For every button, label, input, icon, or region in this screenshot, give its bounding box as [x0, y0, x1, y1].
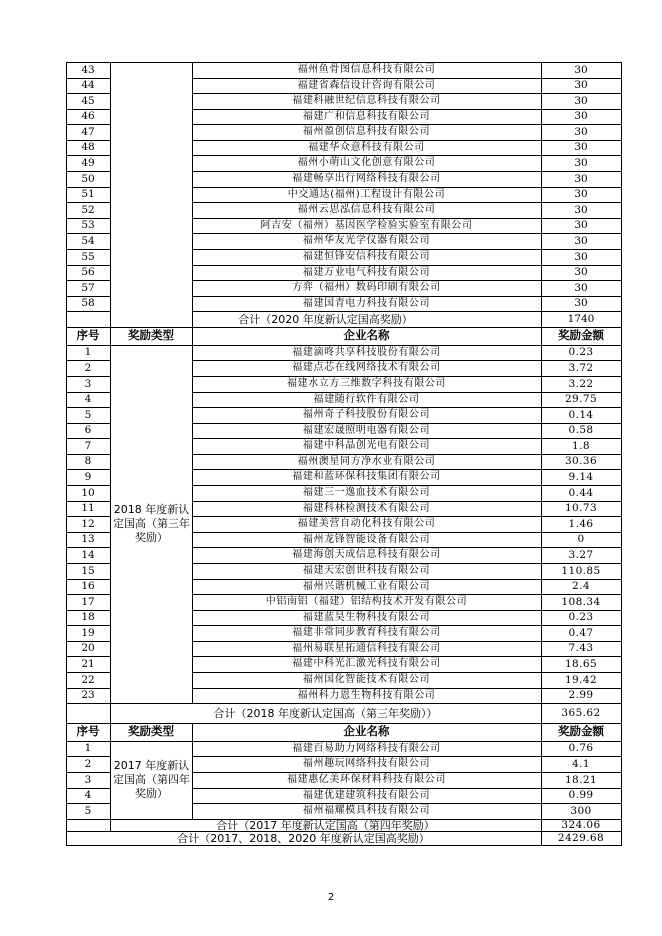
award-amount: 0.76: [568, 742, 594, 755]
company-name: 福州鱼骨图信息科技有限公司: [297, 64, 436, 75]
column-divider: [621, 62, 622, 328]
header-reward-type: 奖励类型: [128, 724, 174, 739]
award-amount: 1.8: [572, 439, 590, 452]
row-number: 55: [81, 250, 95, 263]
row-number: 52: [81, 203, 95, 216]
company-name: 福州科力恩生物科技有限公司: [297, 689, 436, 701]
award-amount: 30.36: [564, 455, 598, 468]
row-divider: [66, 819, 111, 820]
company-name: 福建三一逸血技术有限公司: [302, 487, 431, 498]
company-name: 福州福耀模具科技有限公司: [302, 805, 431, 816]
company-name: 福建惠亿美环保材料科技有限公司: [287, 774, 446, 785]
row-number: 14: [81, 548, 95, 561]
award-amount: 19.42: [564, 673, 598, 686]
row-divider: [66, 703, 111, 704]
award-amount: 4.1: [572, 757, 590, 770]
header-no: 序号: [76, 724, 100, 739]
company-name: 福建畅享出行网络科技有限公司: [292, 173, 441, 184]
column-divider: [541, 327, 542, 724]
row-number: 45: [81, 94, 95, 107]
award-amount: 30: [574, 297, 588, 310]
row-number: 56: [81, 266, 95, 279]
award-amount: 3.27: [568, 548, 594, 561]
company-name: 福建科融世纪信息科技有限公司: [292, 95, 441, 106]
company-name: 福建优建建筑科技有限公司: [302, 789, 431, 801]
company-name: 中铝南铝（福建）铝结构技术开发有限公司: [265, 596, 468, 607]
row-number: 7: [84, 439, 92, 452]
award-amount: 30: [574, 156, 588, 169]
award-amount: 30: [574, 281, 588, 294]
company-name: 福建万业电气科技有限公司: [302, 266, 431, 278]
row-number: 16: [81, 580, 95, 593]
award-amount: 30: [574, 219, 588, 232]
award-amount: 30: [574, 266, 588, 279]
company-name: 福州云思泓信息科技有限公司: [297, 204, 436, 215]
award-amount: 18.65: [564, 657, 598, 670]
company-name: 福建和蓝环保科技集团有限公司: [292, 471, 441, 482]
column-divider: [192, 327, 193, 704]
company-name: 中交通达(福州)工程设计有限公司: [287, 188, 446, 200]
reward-type-cell: 2017 年度新认定国高（第四年奖励）: [113, 759, 190, 800]
company-name: 福建海创天成信息科技有限公司: [292, 549, 441, 560]
award-amount: 7.43: [568, 642, 594, 655]
company-name: 福州小萌山文化创意有限公司: [297, 157, 436, 168]
grand-total-label: 合计（2017、2018、2020 年度新认定国高奖励）: [177, 831, 430, 845]
company-name: 福建广和信息科技有限公司: [302, 110, 431, 122]
row-number: 4: [84, 789, 92, 802]
award-amount: 10.73: [564, 502, 598, 515]
row-number: 13: [81, 533, 95, 546]
row-number: 47: [81, 125, 95, 138]
company-name: 福州趣玩网络科技有限公司: [302, 758, 431, 769]
row-number: 51: [81, 188, 95, 201]
award-amount: 0: [577, 533, 585, 546]
column-divider: [192, 62, 193, 328]
company-name: 福州易联星拓通信科技有限公司: [292, 642, 441, 654]
award-amount: 0.44: [568, 486, 594, 499]
column-divider: [192, 723, 193, 820]
reward-type-cell: 2018 年度新认定国高（第三年奖励）: [113, 503, 190, 544]
company-name: 福建中科光汇激光科技有限公司: [292, 658, 441, 669]
award-amount: 2.99: [568, 689, 594, 702]
award-amount: 30: [574, 234, 588, 247]
page-number: 2: [327, 892, 335, 903]
award-amount: 0.23: [568, 611, 594, 624]
subtotal-2017-label: 合计（2017 年度新认定国高（第四年奖励）: [216, 819, 435, 831]
company-name: 福州龙锋智能设备有限公司: [302, 533, 431, 545]
column-divider: [621, 723, 622, 832]
company-name: 福州盈创信息科技有限公司: [302, 126, 431, 137]
column-divider: [66, 62, 67, 328]
column-divider: [110, 327, 111, 724]
company-name: 福州国化智能技术有限公司: [302, 674, 431, 685]
row-number: 53: [81, 219, 95, 232]
header-amount: 奖励金额: [558, 724, 604, 739]
company-name: 福建国青电力科技有限公司: [302, 297, 431, 309]
column-divider: [541, 723, 542, 832]
award-amount: 0.14: [568, 408, 594, 421]
column-divider: [66, 327, 67, 724]
row-number: 6: [84, 424, 92, 437]
company-name: 福建宏晟照明电器有限公司: [302, 424, 431, 436]
subtotal-2018-label: 合计（2018 年度新认定国高（第三年奖励））: [213, 706, 438, 720]
award-amount: 30: [574, 94, 588, 107]
row-number: 4: [84, 393, 92, 406]
row-number: 22: [81, 673, 95, 686]
company-name: 福建点芯在线网络技术有限公司: [292, 362, 441, 373]
row-number: 54: [81, 234, 95, 247]
award-amount: 18.21: [564, 773, 598, 786]
row-divider: [66, 311, 111, 312]
company-name: 福建中科晶创光电有限公司: [302, 440, 431, 451]
award-amount: 1.46: [568, 517, 594, 530]
subtotal-2018-amount: 365.62: [561, 706, 601, 719]
row-number: 49: [81, 156, 95, 169]
company-name: 福州华友光学仪器有限公司: [302, 235, 431, 246]
row-number: 5: [84, 408, 92, 421]
row-number: 50: [81, 172, 95, 185]
column-divider: [541, 62, 542, 328]
grand-total-amount: 2429.68: [557, 831, 605, 844]
award-amount: 2.4: [572, 580, 590, 593]
award-amount: 30: [574, 141, 588, 154]
award-amount: 29.75: [564, 393, 598, 406]
company-name: 福州兴谐机械工业有限公司: [302, 580, 431, 592]
column-divider: [621, 327, 622, 724]
row-number: 1: [84, 346, 92, 359]
row-number: 44: [81, 79, 95, 92]
company-name: 阿吉安（福州）基因医学检验实验室有限公司: [260, 219, 473, 231]
row-number: 43: [81, 63, 95, 76]
column-divider: [541, 831, 542, 846]
row-number: 8: [84, 455, 92, 468]
company-name: 福建科林检测技术有限公司: [302, 502, 431, 514]
header-reward-type: 奖励类型: [128, 328, 174, 343]
award-amount: 3.22: [568, 377, 594, 390]
row-number: 18: [81, 611, 95, 624]
award-amount: 108.34: [561, 595, 601, 608]
table-bottom-line: [66, 845, 622, 846]
column-divider: [110, 723, 111, 832]
row-number: 2: [84, 757, 92, 770]
row-number: 10: [81, 486, 95, 499]
column-divider: [621, 831, 622, 846]
award-amount: 0.23: [568, 346, 594, 359]
row-number: 23: [81, 689, 95, 702]
header-amount: 奖励金额: [558, 328, 604, 343]
row-number: 9: [84, 470, 92, 483]
award-amount: 30: [574, 172, 588, 185]
row-number: 15: [81, 564, 95, 577]
row-number: 19: [81, 626, 95, 639]
company-name: 福建美营自动化科技有限公司: [297, 518, 436, 529]
subtotal-2020-amount: 1740: [567, 312, 595, 325]
row-number: 21: [81, 657, 95, 670]
award-amount: 0.58: [568, 424, 594, 437]
row-number: 20: [81, 642, 95, 655]
column-divider: [110, 62, 111, 328]
row-number: 58: [81, 297, 95, 310]
award-amount: 30: [574, 188, 588, 201]
company-name: 福州奇子科技股份有限公司: [302, 409, 431, 420]
row-number: 11: [81, 502, 95, 515]
award-amount: 300: [570, 804, 592, 817]
company-name: 福建华众意科技有限公司: [308, 141, 425, 153]
company-name: 福建蓝昊生物科技有限公司: [302, 611, 431, 623]
header-no: 序号: [76, 328, 100, 343]
header-company: 企业名称: [343, 724, 390, 739]
column-divider: [66, 723, 67, 832]
company-name: 福建省森信设计咨询有限公司: [297, 79, 436, 91]
row-number: 48: [81, 141, 95, 154]
row-divider: [110, 819, 193, 820]
company-name: 方弈（福州）数码印刷有限公司: [292, 282, 441, 293]
company-name: 福建恒锋安信科技有限公司: [302, 251, 431, 262]
subtotal-2017-amount: 324.06: [561, 819, 601, 831]
company-name: 福州澳星同方净水业有限公司: [297, 455, 436, 467]
row-number: 17: [81, 595, 95, 608]
row-divider: [110, 703, 193, 704]
award-amount: 30: [574, 250, 588, 263]
row-number: 57: [81, 281, 95, 294]
company-name: 福建天宏创世科技有限公司: [302, 565, 431, 576]
award-amount: 30: [574, 79, 588, 92]
award-amount: 30: [574, 63, 588, 76]
award-amount: 0.47: [568, 626, 594, 639]
row-number: 46: [81, 110, 95, 123]
company-name: 福建随行软件有限公司: [313, 393, 420, 405]
award-amount: 3.72: [568, 361, 594, 374]
award-amount: 0.99: [568, 789, 594, 802]
award-amount: 30: [574, 125, 588, 138]
header-company: 企业名称: [343, 328, 390, 343]
column-divider: [66, 831, 67, 846]
award-amount: 30: [574, 110, 588, 123]
row-number: 5: [84, 804, 92, 817]
company-name: 福建非常同步教育科技有限公司: [292, 627, 441, 638]
award-amount: 110.85: [561, 564, 601, 577]
award-amount: 30: [574, 203, 588, 216]
row-number: 3: [84, 377, 92, 390]
row-number: 2: [84, 361, 92, 374]
company-name: 福建水立方三维数字科技有限公司: [287, 378, 446, 389]
subtotal-2020-label: 合计（2020 年度新认定国高奖励）: [238, 312, 413, 326]
row-number: 3: [84, 773, 92, 786]
company-name: 福建百易助力网络科技有限公司: [292, 742, 441, 754]
row-number: 12: [81, 517, 95, 530]
award-amount: 9.14: [568, 470, 594, 483]
row-number: 1: [84, 742, 92, 755]
company-name: 福建滴咚共享科技股份有限公司: [292, 346, 441, 358]
